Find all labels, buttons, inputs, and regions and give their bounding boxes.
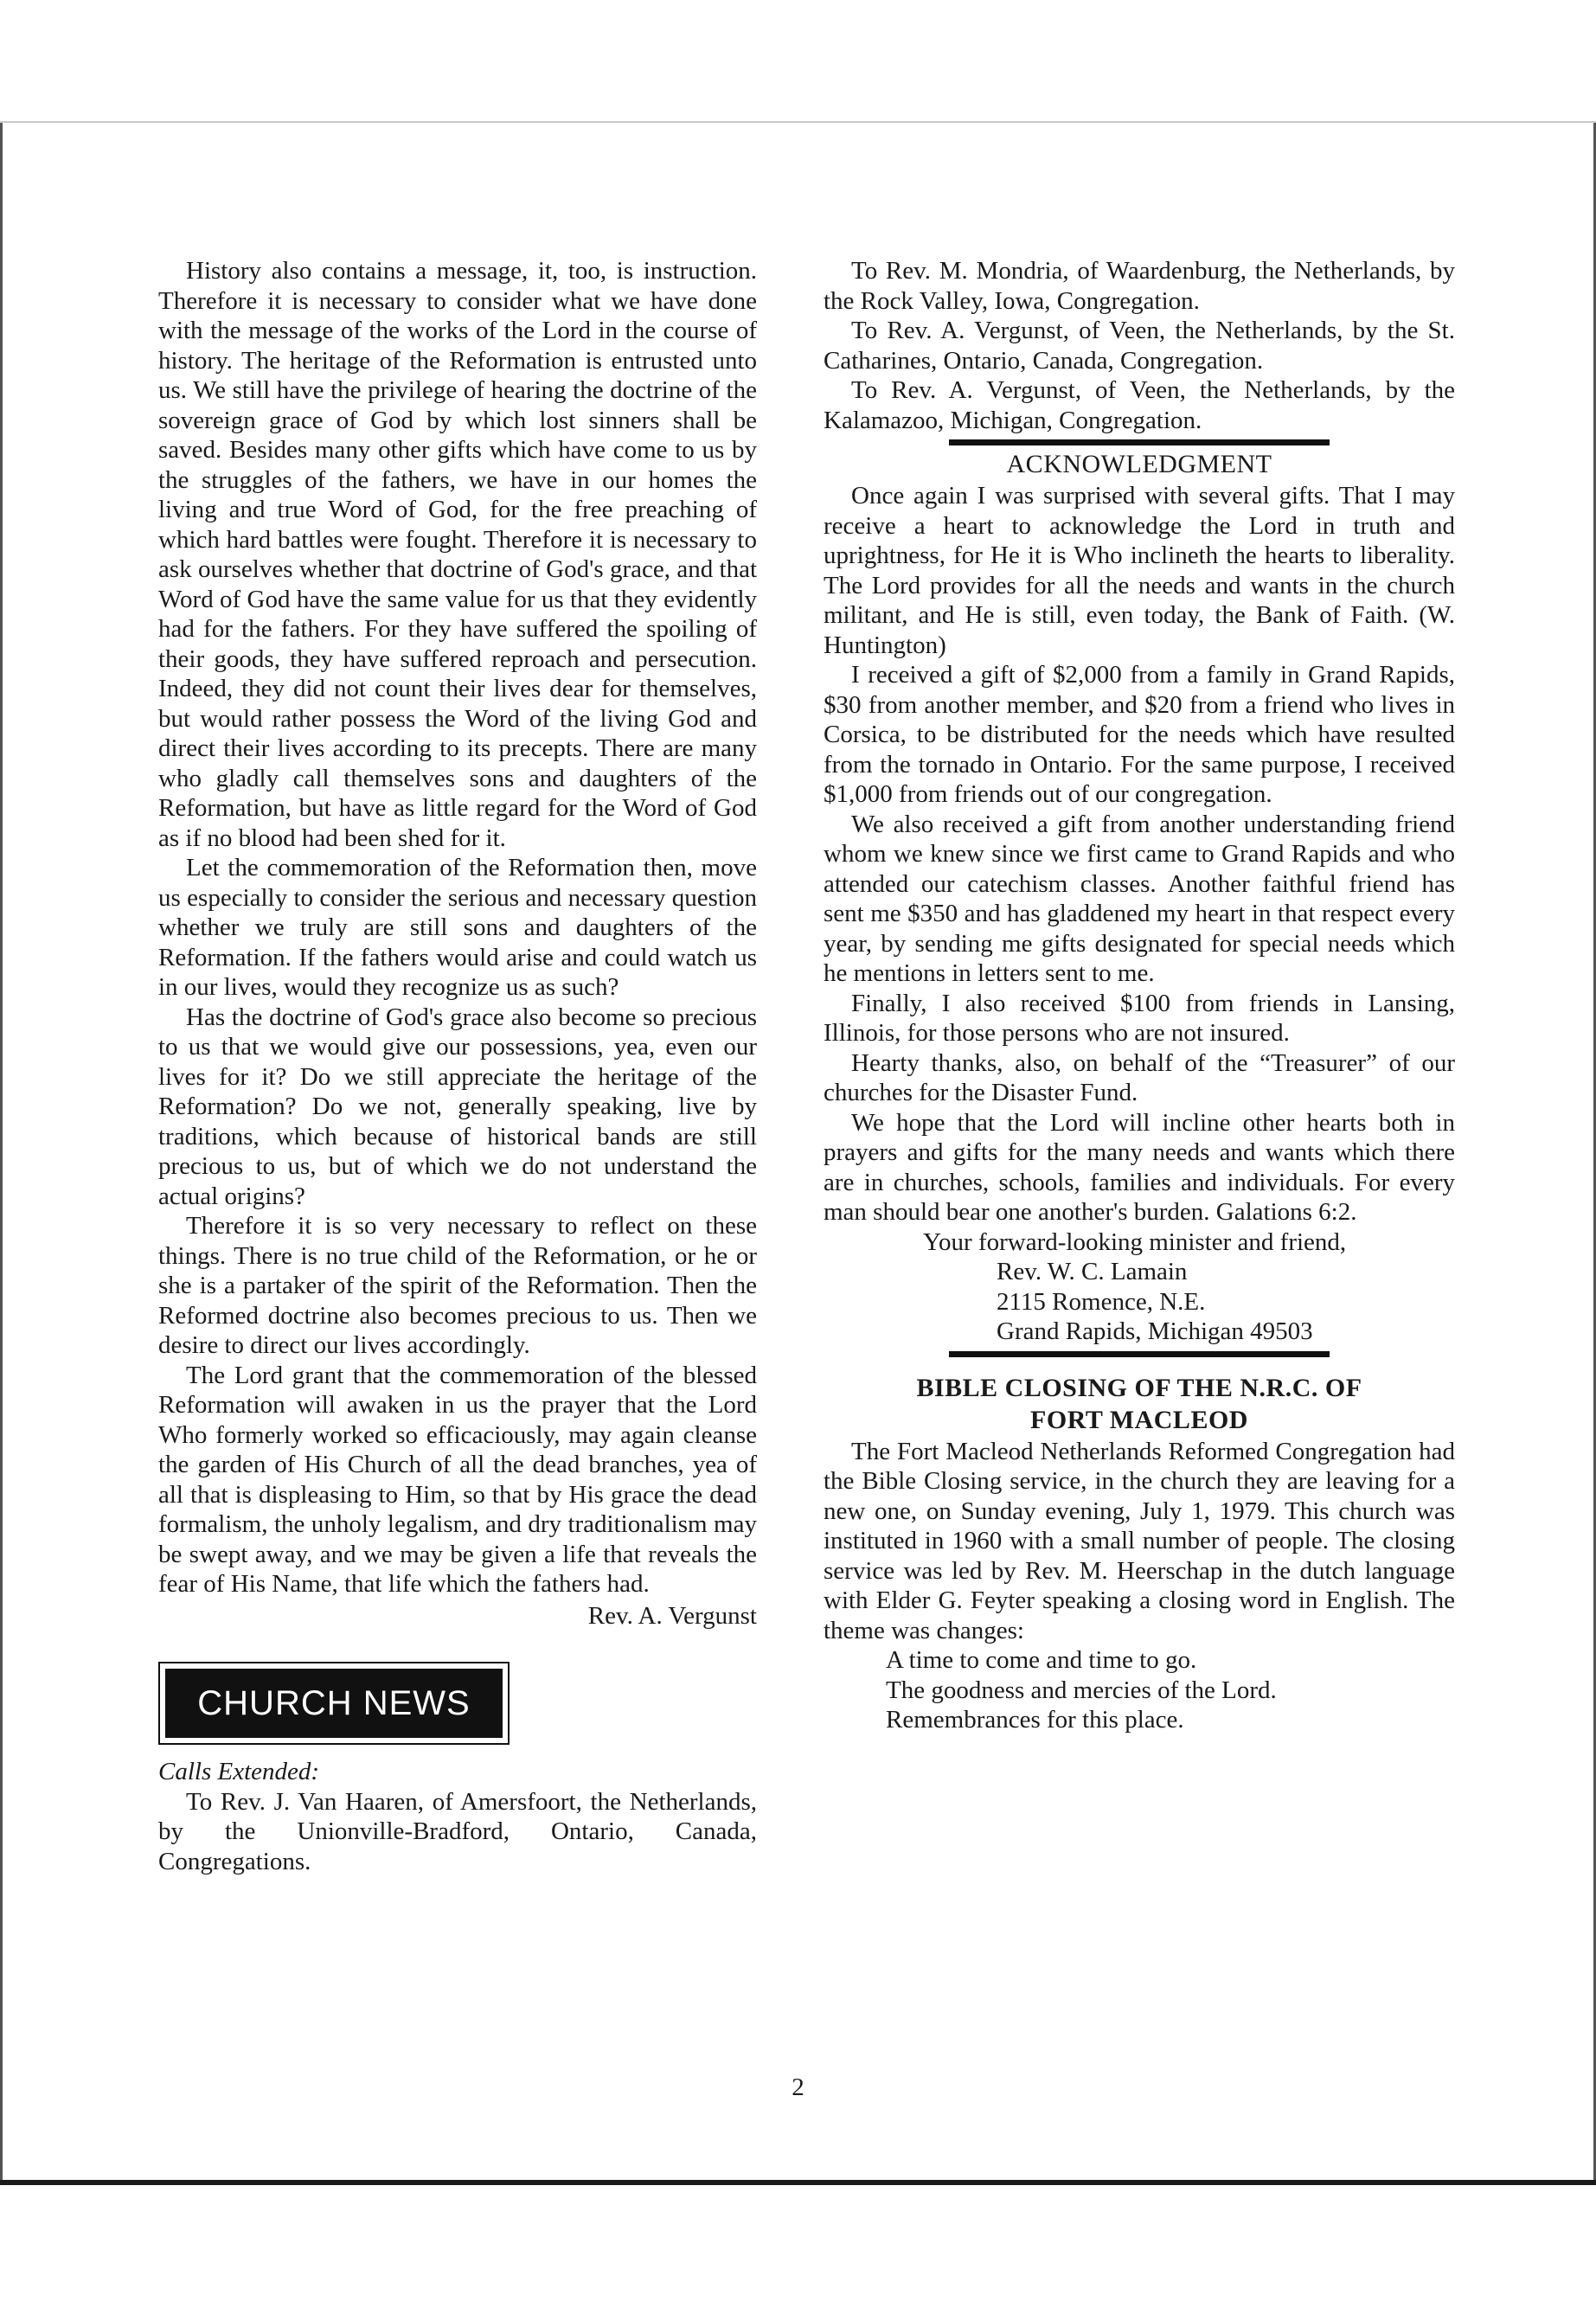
section-divider bbox=[949, 439, 1330, 445]
signoff-name: Rev. W. C. Lamain bbox=[997, 1258, 1188, 1285]
church-news-banner bbox=[158, 1662, 510, 1745]
theme-line: A time to come and time to go. bbox=[886, 1646, 1197, 1674]
scan-border-top bbox=[0, 121, 1596, 123]
acknowledgment-paragraph: We also received a gift from another understanding friend whom we knew since we first came to Grand Rapids and who attended our catechism classes. Another faithful friend has sent me $350 and has gladdened my heart in that respect every year, by sending me gifts designated for special needs which he mentions in letters sent to me. bbox=[824, 810, 1455, 987]
acknowledgment-paragraph: Once again I was surprised with several gifts. That I may receive a heart to acknowledge the Lord in truth and uprightness, for He it is Who inclineth the hearts to liberality. The Lord provides for all the needs and wants in the church militant, and He is still, even today, the Bank of Faith. (W. Huntington) bbox=[824, 482, 1455, 659]
article-paragraph: History also contains a message, it, too, is instruction. Therefore it is necessary to consider what we have done with the message of the works of the Lord in the course of history. The heritage of the Reformation is entrusted unto us. We still have the privilege of hearing the doctrine of the sovereign grace of God by which lost sinners shall be saved. Besides many other gifts which have come to us by the struggles of the fathers, we have in our homes the living and true Word of God, for the free preaching of which hard battles were fought. Therefore it is necessary to ask ourselves whether that doctrine of God's grace, and that Word of God have the same value for us that they evidently had for the fathers. For they have suffered the spoiling of their goods, they have suffered reproach and persecution. Indeed, they did not count their lives dear for themselves, but would rather possess the Word of the living God and direct their lives according to its precepts. There are many who gladly call themselves sons and daughters of the Reformation, but have as little regard for the Word of God as if no blood had been shed for it. bbox=[158, 257, 757, 852]
article-signature: Rev. A. Vergunst bbox=[587, 1601, 757, 1630]
call-entry: To Rev. A. Vergunst, of Veen, the Netherlands, by the Kalamazoo, Michigan, Congregation. bbox=[824, 376, 1455, 434]
signoff-street: 2115 Romence, N.E. bbox=[997, 1287, 1206, 1316]
acknowledgment-paragraph: Finally, I also received $100 from friends in Lansing, Illinois, for those persons who are not insured. bbox=[824, 989, 1455, 1047]
call-entry: To Rev. A. Vergunst, of Veen, the Netherlands, by the St. Catharines, Ontario, Canada, Congregation. bbox=[824, 317, 1455, 375]
acknowledgment-paragraph: We hope that the Lord will incline other hearts both in prayers and gifts for the many needs and wants which there are in churches, schools, families and individuals. For every man should bear one another's burden. Galations 6:2. bbox=[824, 1108, 1455, 1226]
acknowledgment-heading: ACKNOWLEDGMENT bbox=[1006, 450, 1272, 478]
bible-closing-heading-line2: FORT MACLEOD bbox=[1030, 1405, 1248, 1434]
scan-border-left bbox=[0, 123, 3, 2182]
scan-border-bottom bbox=[0, 2180, 1596, 2185]
right-column bbox=[824, 256, 1455, 1735]
theme-line: Remembrances for this place. bbox=[886, 1706, 1184, 1734]
signoff-city: Grand Rapids, Michigan 49503 bbox=[997, 1317, 1313, 1345]
call-entry: To Rev. M. Mondria, of Waardenburg, the Netherlands, by the Rock Valley, Iowa, Congregation. bbox=[824, 257, 1455, 315]
call-entry: To Rev. J. Van Haaren, of Amersfoort, the Netherlands, by the Unionville-Bradford, Ontario, Canada, Congregations. bbox=[158, 1787, 757, 1875]
bible-closing-paragraph: The Fort Macleod Netherlands Reformed Congregation had the Bible Closing service, in the church they are leaving for a new one, on Sunday evening, July 1, 1979. This church was instituted in 1960 with a small number of people. The closing service was led by Rev. M. Heerschap in the dutch language with Elder G. Feyter speaking a closing word in English. The theme was changes: bbox=[824, 1437, 1455, 1644]
calls-extended-label: Calls Extended: bbox=[158, 1758, 320, 1785]
theme-line: The goodness and mercies of the Lord. bbox=[886, 1676, 1277, 1704]
bible-closing-heading-line1: BIBLE CLOSING OF THE N.R.C. OF bbox=[916, 1373, 1362, 1402]
page-number: 2 bbox=[792, 2073, 804, 2101]
signoff-closing: Your forward-looking minister and friend, bbox=[923, 1227, 1347, 1256]
article-paragraph: Let the commemoration of the Reformation then, move us especially to consider the serious and necessary question whether we truly are still sons and daughters of the Reformation. If the fathers would arise and could watch us in our lives, would they recognize us as such? bbox=[158, 854, 757, 1001]
acknowledgment-paragraph: I received a gift of $2,000 from a family in Grand Rapids, $30 from another member, and $20 from a friend who lives in Corsica, to be distributed for the needs which have resulted from the tornado in Ontario. For the same purpose, I received $1,000 from friends out of our congregation. bbox=[824, 661, 1455, 808]
bible-closing-theme-lines bbox=[824, 1645, 1455, 1735]
acknowledgment-signoff bbox=[824, 1227, 1455, 1347]
article-paragraph: The Lord grant that the commemoration of the blessed Reformation will awaken in us the prayer that the Lord Who formerly worked so efficaciously, may again cleanse the garden of His Church of all the dead branches, yea of all that is displeasing to Him, so that by His grace the dead formalism, the unholy legalism, and dry traditionalism may be swept away, and we may be given a life that reveals the fear of His Name, that life which the fathers had. bbox=[158, 1361, 757, 1598]
left-column bbox=[158, 256, 757, 1876]
article-paragraph: Therefore it is so very necessary to reflect on these things. There is no true child of the Reformation, or he or she is a partaker of the spirit of the Reformation. Then the Reformed doctrine also becomes precious to us. Then we desire to direct our lives accordingly. bbox=[158, 1212, 757, 1359]
acknowledgment-paragraph: Hearty thanks, also, on behalf of the “Treasurer” of our churches for the Disaster Fund. bbox=[824, 1048, 1455, 1106]
article-paragraph: Has the doctrine of God's grace also become so precious to us that we would give our possessions, yea, even our lives for it? Do we still appreciate the heritage of the Reformation? Do we not, generally speaking, live by traditions, which because of historical bands are still precious to us, but of which we do not understand the actual origins? bbox=[158, 1003, 757, 1210]
church-news-label: CHURCH NEWS bbox=[165, 1669, 503, 1738]
section-divider bbox=[949, 1351, 1330, 1357]
